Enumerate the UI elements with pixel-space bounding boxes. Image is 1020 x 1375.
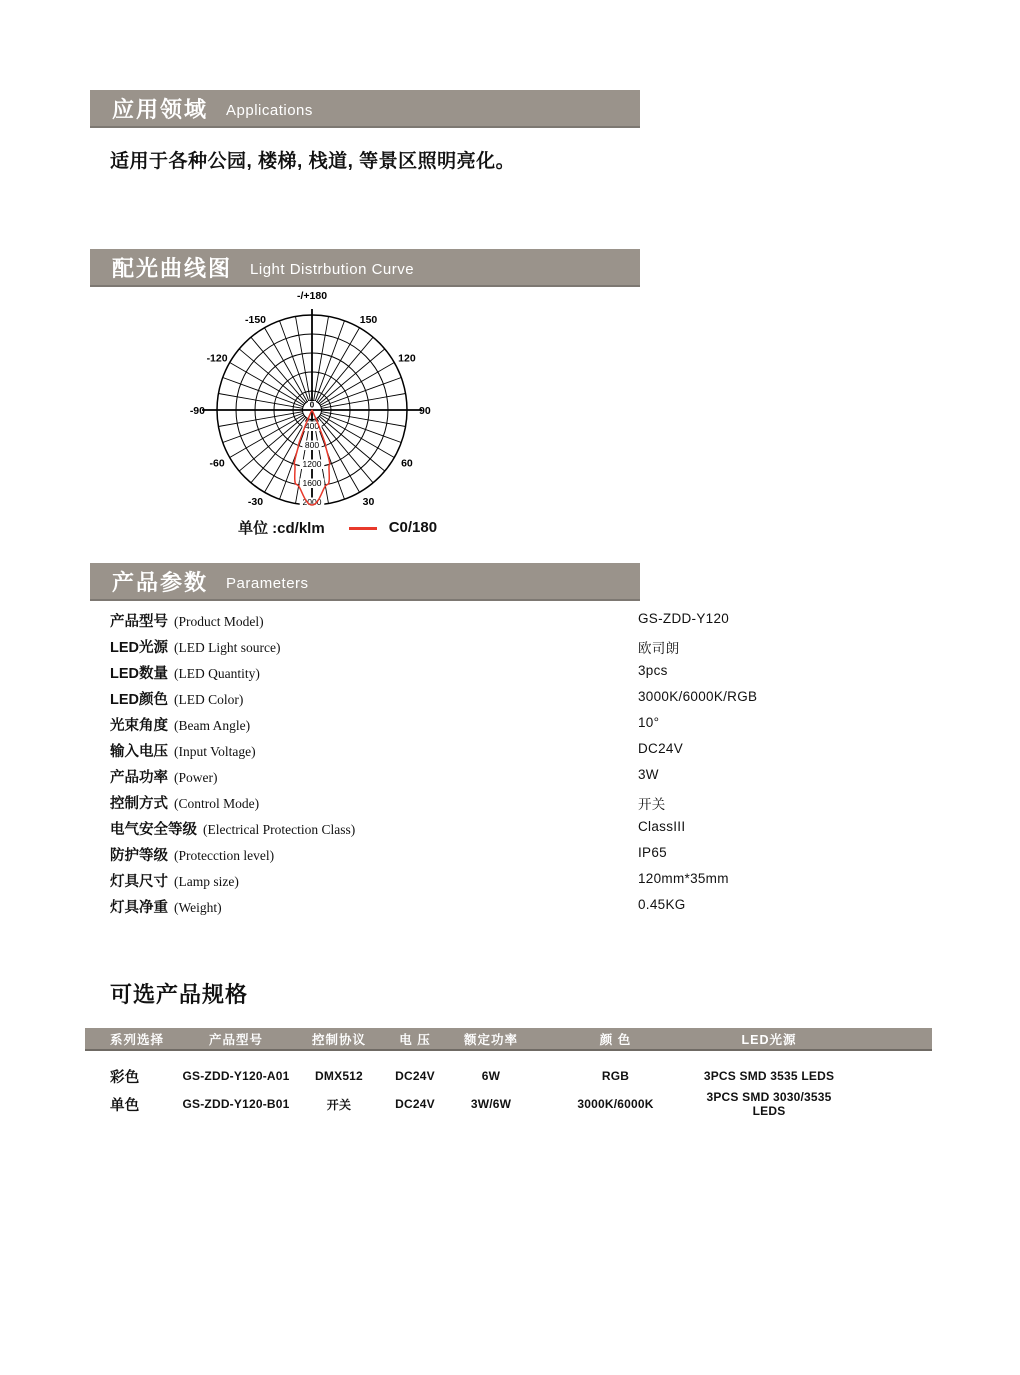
options-header-cell: 系列选择 <box>110 1032 165 1047</box>
section-bar-parameters <box>90 563 640 601</box>
param-label-zh: 灯具尺寸 <box>110 874 168 890</box>
param-label-zh: LED数量 <box>110 666 168 682</box>
param-label-zh: 防护等级 <box>110 848 168 864</box>
param-label-en: (LED Quantity) <box>174 666 260 681</box>
param-label-en: (Weight) <box>174 900 222 915</box>
parameters-title-zh: 产品参数 <box>112 569 209 595</box>
param-label-en: (Protecction level) <box>174 848 275 863</box>
param-label-en: (Input Voltage) <box>174 744 256 759</box>
param-label-en: (Product Model) <box>174 614 264 629</box>
param-row <box>110 688 950 714</box>
options-header-cell: LED光源 <box>741 1032 797 1047</box>
param-row <box>110 896 950 922</box>
param-label-zh: 产品功率 <box>110 770 168 786</box>
param-value: IP65 <box>638 845 667 860</box>
grid-spoke <box>218 394 302 409</box>
param-value: 3pcs <box>638 663 668 678</box>
angle-tick-label: -150 <box>244 314 267 327</box>
param-row <box>110 818 950 844</box>
options-table-header-row <box>85 1028 932 1051</box>
param-value: 120mm*35mm <box>638 871 729 886</box>
param-value: 3W <box>638 767 659 782</box>
angle-tick-label: 120 <box>398 352 416 365</box>
grid-spoke <box>296 316 311 400</box>
ring-tick-label: 2000 <box>302 497 322 507</box>
param-row <box>110 870 950 896</box>
options-header-cell: 电 压 <box>399 1032 431 1047</box>
angle-tick-label: 90 <box>419 405 431 417</box>
polar-chart-svg <box>189 290 434 528</box>
param-row <box>110 844 950 870</box>
chart-legend-label: C0/180 <box>388 519 438 536</box>
options-header-cell: 产品型号 <box>208 1032 263 1047</box>
options-table-cell: 3W/6W <box>470 1097 512 1111</box>
center-tick-label: 0 <box>309 400 315 410</box>
ring-tick-label: 1200 <box>302 459 322 469</box>
options-header-cell: 颜 色 <box>599 1032 632 1047</box>
param-label-en: (Power) <box>174 770 218 785</box>
param-value: GS-ZDD-Y120 <box>638 611 730 626</box>
options-table-cell: DMX512 <box>315 1069 363 1083</box>
param-label-en: (LED Light source) <box>174 640 281 655</box>
options-table-cell: DC24V <box>395 1097 435 1111</box>
options-table-cell: 6W <box>481 1069 501 1083</box>
param-value: 0.45KG <box>638 897 686 912</box>
param-label-en: (Electrical Protection Class) <box>203 822 356 837</box>
angle-tick-label: -60 <box>209 457 225 470</box>
options-table-cell: GS-ZDD-Y120-A01 <box>182 1069 290 1083</box>
param-row <box>110 662 950 688</box>
curve-title-zh: 配光曲线图 <box>112 255 233 281</box>
ring-tick-label: 800 <box>304 440 320 450</box>
grid-spoke <box>314 316 329 400</box>
param-label-zh: 产品型号 <box>110 614 168 630</box>
options-table-cell: DC24V <box>395 1069 435 1083</box>
param-label-zh: 光束角度 <box>110 718 168 734</box>
parameters-list <box>110 610 950 922</box>
applications-text: 适用于各种公园, 楼梯, 栈道, 等景区照明亮化。 <box>110 151 516 172</box>
options-table-cell: 3PCS SMD 3030/3535 LEDS <box>706 1090 832 1118</box>
chart-legend <box>238 517 437 538</box>
param-row <box>110 610 950 636</box>
angle-tick-label: -120 <box>206 352 228 365</box>
options-table-row <box>85 1090 932 1118</box>
grid-spoke <box>321 412 405 427</box>
param-row <box>110 714 950 740</box>
options-table-cell: 3000K/6000K <box>577 1097 654 1111</box>
grid-spoke <box>218 412 302 427</box>
param-value: 3000K/6000K/RGB <box>638 689 758 704</box>
angle-tick-label: -/+180 <box>296 290 328 302</box>
angle-tick-label: 60 <box>401 457 413 470</box>
options-table-cell: 3PCS SMD 3535 LEDS <box>703 1069 835 1083</box>
param-value: DC24V <box>638 741 684 756</box>
options-table-cell: RGB <box>601 1069 630 1083</box>
light-distribution-chart <box>189 290 434 533</box>
param-row <box>110 740 950 766</box>
param-label-en: (Beam Angle) <box>174 718 251 733</box>
param-label-en: (Lamp size) <box>174 874 239 889</box>
chart-unit-label: 单位 :cd/klm <box>238 520 325 537</box>
angle-tick-label: 30 <box>362 495 375 508</box>
param-label-en: (LED Color) <box>174 692 244 707</box>
parameters-title-en: Parameters <box>226 574 309 592</box>
options-table <box>85 1028 932 1118</box>
param-label-zh: 输入电压 <box>110 744 168 760</box>
angle-tick-label: -90 <box>189 405 205 417</box>
options-table-body <box>85 1062 932 1118</box>
param-value: 欧司朗 <box>638 641 680 656</box>
param-label-zh: 电气安全等级 <box>110 822 197 838</box>
grid-spoke <box>321 394 405 409</box>
legend-line-swatch <box>349 527 377 530</box>
param-label-en: (Control Mode) <box>174 796 260 811</box>
options-header-cell: 额定功率 <box>463 1032 518 1047</box>
options-table-cell: GS-ZDD-Y120-B01 <box>182 1097 290 1111</box>
options-table-cell: 开关 <box>326 1097 352 1112</box>
param-row <box>110 766 950 792</box>
options-table-cell: 彩色 <box>110 1069 140 1086</box>
ring-tick-label: 1600 <box>302 478 322 488</box>
param-label-zh: LED颜色 <box>110 692 168 708</box>
param-label-zh: 控制方式 <box>110 796 168 812</box>
param-value: 10° <box>638 715 660 730</box>
ring-tick-label: 400 <box>304 421 320 431</box>
options-header-cell: 控制协议 <box>311 1032 366 1047</box>
param-row <box>110 636 950 662</box>
param-label-zh: 灯具净重 <box>110 900 168 916</box>
curve-title-en: Light Distrbution Curve <box>250 260 415 278</box>
applications-title-en: Applications <box>226 101 313 119</box>
options-table-row <box>85 1062 932 1090</box>
options-table-cell: 单色 <box>110 1097 140 1114</box>
section-bar-light-curve <box>90 249 640 287</box>
param-value: ClassIII <box>638 819 686 834</box>
angle-tick-label: -30 <box>247 495 264 508</box>
param-row <box>110 792 950 818</box>
options-title: 可选产品规格 <box>110 982 249 1007</box>
param-value: 开关 <box>638 797 666 812</box>
applications-title-zh: 应用领域 <box>112 96 209 122</box>
section-bar-applications <box>90 90 640 128</box>
param-label-zh: LED光源 <box>110 640 168 656</box>
angle-tick-label: 150 <box>359 314 378 327</box>
